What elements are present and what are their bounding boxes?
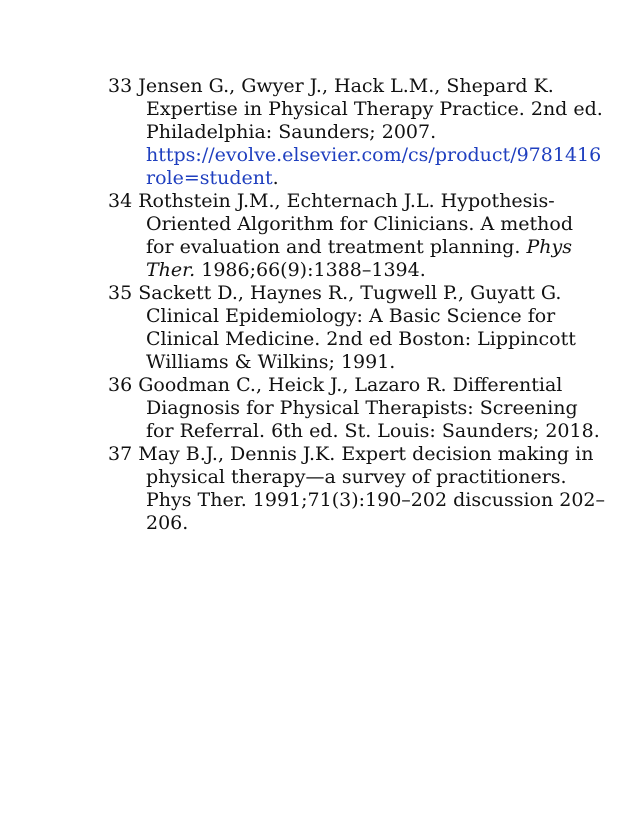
reference-text: Goodman C., Heick J., Lazaro R. Differential Diagnosis for Physical Therapists: Screening for Referral. 6th ed. St. Louis: Saunders; 2018. [138, 374, 600, 442]
reference-link-continuation[interactable]: role=student [146, 167, 273, 189]
reference-link[interactable]: https://evolve.elsevier.com/cs/product/9781416 [146, 144, 602, 166]
reference-number: 34 [108, 190, 133, 212]
reference-journal: Phys Ther. [146, 236, 572, 281]
reference-text: Jensen G., Gwyer J., Hack L.M., Shepard K. Expertise in Physical Therapy Practice. 2nd ed. Philadelphia: Saunders; 2007. [138, 75, 603, 143]
reference-item [108, 374, 606, 443]
reference-item [108, 282, 606, 374]
reference-link-line [146, 144, 638, 167]
reference-citation: 1986;66(9):1388–1394. [201, 259, 426, 281]
reference-item [108, 75, 606, 190]
reference-item [108, 443, 606, 535]
reference-text: May B.J., Dennis J.K. Expert decision making in physical therapy—a survey of practitioners. Phys Ther. 1991;71(3):190–202 discussion 202–206. [138, 443, 606, 534]
reference-number: 35 [108, 282, 133, 304]
reference-text: Sackett D., Haynes R., Tugwell P., Guyatt G. Clinical Epidemiology: A Basic Science for Clinical Medicine. 2nd ed Boston: Lippincott Williams & Wilkins; 1991. [138, 282, 576, 373]
reference-text: Rothstein J.M., Echternach J.L. Hypothesis-Oriented Algorithm for Clinicians. A method for evaluation and treatment planning. [138, 190, 573, 258]
reference-list [108, 75, 638, 535]
reference-item [108, 190, 606, 282]
reference-text-end: . [272, 167, 279, 189]
reference-number: 37 [108, 443, 133, 465]
reference-number: 33 [108, 75, 133, 97]
reference-number: 36 [108, 374, 133, 396]
